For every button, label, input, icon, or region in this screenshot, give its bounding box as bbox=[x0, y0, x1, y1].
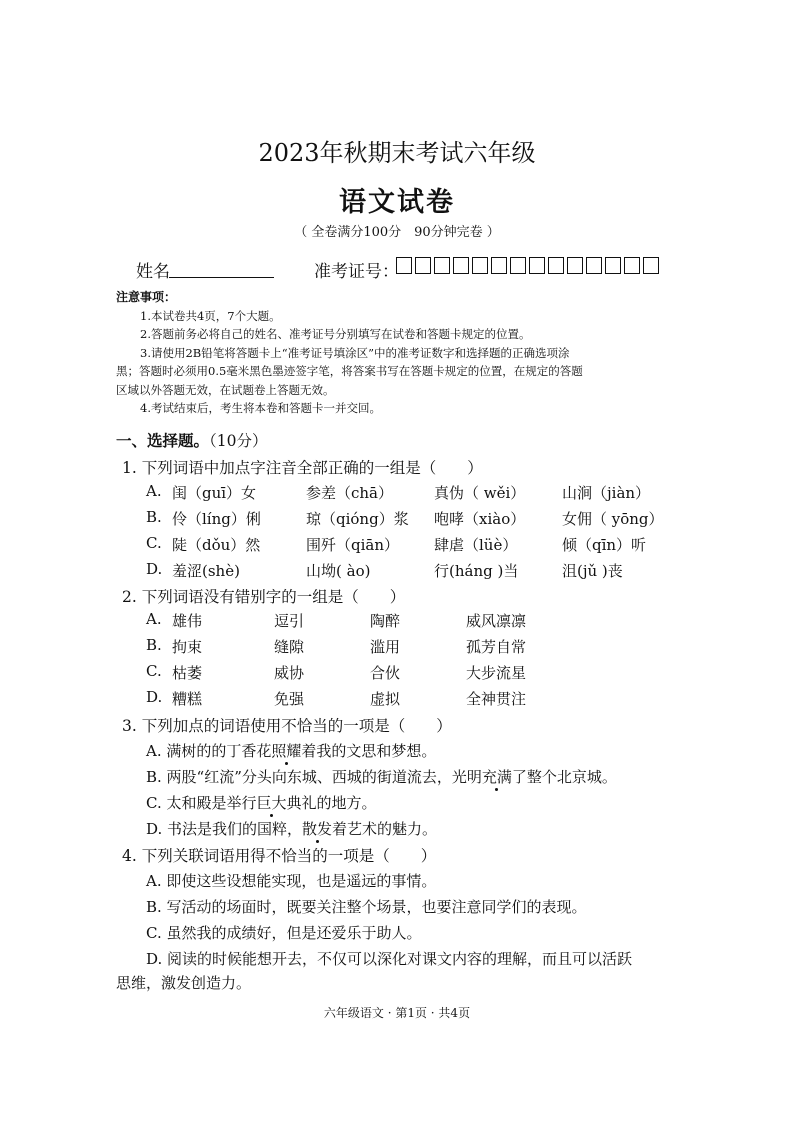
q1-option-word: 闺（guī）女 bbox=[172, 484, 257, 502]
instructions bbox=[116, 288, 684, 418]
q2-option-word: 大步流星 bbox=[466, 664, 527, 682]
q3-dotted-word: 散发 bbox=[302, 820, 333, 838]
exam-number-label: 准考证号： bbox=[314, 262, 399, 282]
q2-option-word: 全神贯注 bbox=[466, 690, 527, 708]
exam-subject: 语文试卷 bbox=[339, 187, 455, 218]
question-2-stem: 2. 下列词语没有错别字的一组是（ ） bbox=[122, 588, 406, 606]
q1-option-word: 沮(jǔ )丧 bbox=[562, 562, 623, 580]
exam-number-box[interactable] bbox=[491, 257, 507, 274]
q1-option-label: B. bbox=[146, 508, 162, 526]
name-label: 姓名 bbox=[136, 262, 170, 282]
q2-option-word: 逗引 bbox=[274, 612, 305, 630]
q2-option-word: 陶醉 bbox=[370, 612, 401, 630]
q2-option-word: 虚拟 bbox=[370, 690, 401, 708]
q2-option-word: 雄伟 bbox=[172, 612, 203, 630]
q3-option-text: 着艺术的魅力。 bbox=[332, 820, 438, 838]
q1-option-word: 山坳( ào) bbox=[306, 562, 371, 580]
q1-option-word: 女佣（ yōng） bbox=[562, 510, 664, 528]
q4-option-d-continued: 思维，激发创造力。 bbox=[116, 974, 252, 992]
q1-option-word: 山涧（jiàn） bbox=[562, 484, 651, 502]
instruction-item-continued: 黑；答题时必须用0.5毫米黑色墨迹签字笔，将答案书写在答题卡规定的位置，在规定的答题 bbox=[116, 364, 583, 378]
instruction-item: 2.答题前务必将自己的姓名、准考证号分别填写在试卷和答题卡规定的位置。 bbox=[140, 327, 531, 341]
page-footer: 六年级语文 · 第1页 · 共4页 bbox=[323, 1006, 471, 1020]
exam-number-box[interactable] bbox=[434, 257, 450, 274]
instructions-title: 注意事项： bbox=[116, 290, 177, 304]
instruction-item: 4.考试结束后，考生将本卷和答题卡一并交回。 bbox=[140, 401, 381, 415]
q1-option-word: 咆哮（xiào） bbox=[434, 510, 526, 528]
q3-dotted-word: 巨大 bbox=[256, 794, 287, 812]
q2-option-word: 威风凛凛 bbox=[466, 612, 527, 630]
q2-option-word: 滥用 bbox=[370, 638, 401, 656]
question-4-stem: 4. 下列关联词语用得不恰当的一项是（ ） bbox=[122, 847, 437, 865]
q3-option-b bbox=[146, 766, 617, 787]
exam-number-box[interactable] bbox=[548, 257, 564, 274]
q2-option-label: D. bbox=[146, 688, 163, 706]
section-title: 一、选择题。 bbox=[116, 432, 210, 450]
q3-option-d bbox=[146, 818, 437, 839]
question-3-stem: 3. 下列加点的词语使用不恰当的一项是（ ） bbox=[122, 717, 452, 735]
q2-option-label: B. bbox=[146, 636, 162, 654]
exam-number-box[interactable] bbox=[396, 257, 412, 274]
q2-option-word: 威协 bbox=[274, 664, 305, 682]
exam-number-box[interactable] bbox=[567, 257, 583, 274]
q3-option-text: 着我的文思和梦想。 bbox=[301, 742, 437, 760]
q3-option-text: 了整个北京城。 bbox=[511, 768, 617, 786]
exam-number-box[interactable] bbox=[415, 257, 431, 274]
exam-number-box[interactable] bbox=[510, 257, 526, 274]
exam-number-boxes[interactable] bbox=[396, 257, 659, 274]
instruction-item: 1.本试卷共4页，7个大题。 bbox=[140, 308, 281, 323]
exam-number-box[interactable] bbox=[605, 257, 621, 274]
q2-option-word: 合伙 bbox=[370, 664, 401, 682]
exam-title: 2023年秋期末考试六年级 bbox=[258, 139, 536, 167]
exam-score-note: （ 全卷满分100分 90分钟完卷 ） bbox=[294, 225, 500, 240]
q2-option-word: 缝隙 bbox=[274, 638, 305, 656]
q1-option-label: D. bbox=[146, 560, 163, 578]
q3-option-text: A. 满树的的丁香花 bbox=[146, 742, 272, 760]
instruction-item: 3.请使用2B铅笔将答题卡上“准考证号填涂区”中的准考证数字和选择题的正确选项涂 bbox=[140, 345, 570, 360]
q1-option-word: 参差（chā） bbox=[306, 484, 394, 502]
exam-number-box[interactable] bbox=[453, 257, 469, 274]
q3-option-text: 典礼的地方。 bbox=[286, 794, 377, 812]
exam-number-box[interactable] bbox=[624, 257, 640, 274]
q2-option-label: C. bbox=[146, 662, 162, 680]
q1-option-word: 倾（qīn）听 bbox=[562, 536, 647, 554]
name-field[interactable] bbox=[169, 277, 274, 278]
q3-option-text: C. 太和殿是举行 bbox=[146, 794, 257, 812]
q1-option-word: 陡（dǒu）然 bbox=[172, 536, 261, 554]
q2-option-word: 枯萎 bbox=[172, 664, 203, 682]
q1-option-word: 伶（líng）俐 bbox=[172, 510, 261, 528]
q4-option-d: D. 阅读的时候能想开去，不仅可以深化对课文内容的理解，而且可以活跃 bbox=[146, 950, 633, 968]
q3-option-text: D. 书法是我们的国粹， bbox=[146, 820, 303, 838]
q1-option-word: 肆虐（lüè） bbox=[434, 536, 518, 554]
q1-option-word: 琼（qióng）浆 bbox=[306, 510, 409, 528]
q1-option-word: 围歼（qiān） bbox=[306, 536, 400, 554]
q3-option-text: B. 两股“红流”分头向东城、西城的街道流去，光明 bbox=[146, 768, 482, 786]
q3-dotted-word: 照耀 bbox=[271, 742, 302, 760]
question-1-stem: 1. 下列词语中加点字注音全部正确的一组是（ ） bbox=[122, 459, 483, 477]
q4-option-c: C. 虽然我的成绩好，但是还爱乐于助人。 bbox=[146, 924, 422, 942]
section-score: （10分） bbox=[209, 432, 268, 450]
q1-option-label: A. bbox=[146, 482, 162, 500]
q3-option-c bbox=[146, 792, 377, 813]
exam-number-box[interactable] bbox=[643, 257, 659, 274]
q3-dotted-word: 充满 bbox=[481, 768, 512, 786]
exam-number-box[interactable] bbox=[586, 257, 602, 274]
q2-option-word: 拘束 bbox=[172, 638, 203, 656]
q4-option-b: B. 写活动的场面时，既要关注整个场景，也要注意同学们的表现。 bbox=[146, 898, 587, 916]
q2-option-word: 免强 bbox=[274, 690, 305, 708]
q1-option-word: 行(háng )当 bbox=[434, 562, 519, 580]
q1-option-label: C. bbox=[146, 534, 162, 552]
q1-option-word: 真伪（ wěi） bbox=[434, 484, 526, 502]
q2-option-label: A. bbox=[146, 610, 162, 628]
instruction-item-continued: 区域以外答题无效，在试题卷上答题无效。 bbox=[116, 382, 335, 397]
exam-number-box[interactable] bbox=[529, 257, 545, 274]
q1-option-word: 羞涩(shè) bbox=[172, 562, 240, 580]
q2-option-word: 孤芳自常 bbox=[466, 638, 527, 656]
exam-number-box[interactable] bbox=[472, 257, 488, 274]
section-heading bbox=[116, 429, 268, 451]
q2-option-word: 糟糕 bbox=[172, 690, 203, 708]
q4-option-a: A. 即使这些设想能实现，也是遥远的事情。 bbox=[146, 872, 437, 890]
q3-option-a bbox=[146, 740, 436, 761]
